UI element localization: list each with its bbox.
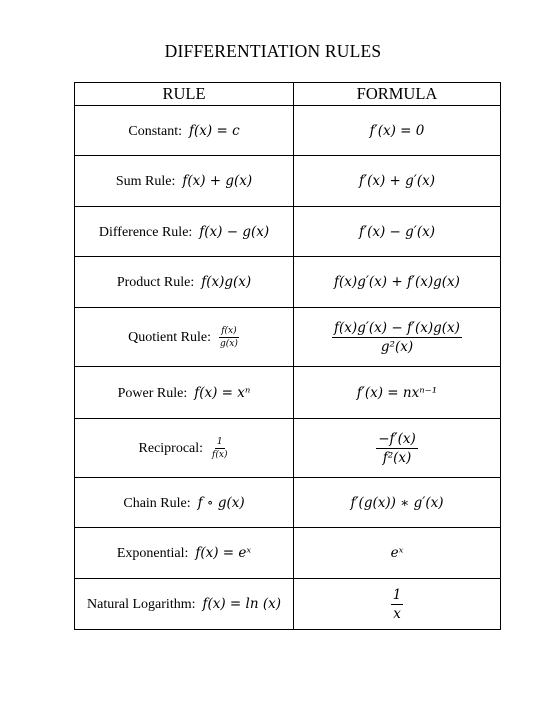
formula-cell (294, 156, 501, 207)
fraction-numerator: 1 (392, 586, 402, 603)
formula-cell (294, 528, 501, 579)
fraction-numerator: −f′(x) (378, 430, 416, 447)
fraction-numerator: f(x)g′(x) − f′(x)g(x) (334, 319, 460, 336)
formula-cell (294, 257, 501, 308)
formula-fraction (391, 587, 404, 622)
rule-expression: f(x) + g(x) (182, 173, 253, 189)
formula-cell (294, 308, 501, 367)
rule-expression: f(x) = xⁿ (194, 384, 251, 401)
table-row (75, 579, 501, 630)
rule-label: Constant: (128, 123, 183, 139)
table-row (75, 257, 501, 308)
rule-label: Quotient Rule: (128, 329, 211, 345)
rule-cell (75, 367, 294, 419)
page-title: DIFFERENTIATION RULES (164, 41, 382, 61)
table-row (75, 207, 501, 257)
rule-label: Product Rule: (116, 275, 195, 290)
table-row (75, 308, 501, 367)
rule-cell (75, 528, 294, 579)
rule-expression: f(x) = eˣ (195, 545, 252, 561)
formula-column-header: FORMULA (294, 83, 501, 106)
formula-cell (294, 207, 501, 257)
formula-cell (294, 579, 501, 630)
rule-cell (75, 478, 294, 528)
rule-label: Exponential: (116, 546, 189, 561)
rule-cell (75, 257, 294, 308)
formula: f′(x) − g′(x) (359, 223, 435, 240)
table-row (75, 156, 501, 207)
rule-expression: f(x) = c (189, 122, 240, 139)
formula-cell (294, 367, 501, 419)
rule-label: Reciprocal: (138, 440, 204, 456)
formula: f′(x) + g′(x) (359, 173, 435, 189)
fraction-denominator: x (393, 605, 401, 622)
fraction-denominator: f²(x) (382, 449, 412, 466)
rule-cell (75, 156, 294, 207)
fraction-denominator: g²(x) (380, 338, 414, 355)
table-row (75, 106, 501, 156)
rule-cell (75, 419, 294, 478)
rule-cell (75, 207, 294, 257)
formula-cell (294, 419, 501, 478)
rule-expression: f(x) − g(x) (199, 223, 270, 240)
rule-expression: f(x) = ln (x) (202, 596, 281, 612)
rules-table (74, 82, 501, 630)
rule-fraction (218, 326, 240, 349)
rule-label: Difference Rule: (98, 224, 193, 240)
formula-cell (294, 478, 501, 528)
rule-cell (75, 106, 294, 156)
rule-cell (75, 308, 294, 367)
table-row (75, 478, 501, 528)
rule-fraction (210, 437, 229, 460)
rule-label: Power Rule: (117, 385, 188, 401)
rule-label: Natural Logarithm: (87, 597, 196, 612)
table-row (75, 367, 501, 419)
fraction-numerator: f(x) (221, 325, 237, 336)
formula: f′(g(x)) ∗ g′(x) (350, 494, 444, 511)
rule-expression: f ∘ g(x) (197, 494, 245, 511)
formula: eˣ (390, 545, 404, 561)
rule-label: Chain Rule: (123, 495, 191, 511)
rule-column-header: RULE (75, 83, 294, 106)
rule-cell (75, 579, 294, 630)
table-row (75, 419, 501, 478)
formula-cell (294, 106, 501, 156)
rule-label: Sum Rule: (115, 174, 176, 189)
formula: f′(x) = 0 (369, 122, 425, 139)
rule-expression: f(x)g(x) (201, 274, 252, 290)
fraction-denominator: g(x) (219, 338, 238, 349)
fraction-denominator: f(x) (212, 449, 228, 460)
table-header-row (75, 83, 501, 106)
fraction-numerator: 1 (216, 436, 223, 447)
formula-fraction (332, 320, 462, 355)
formula-fraction (376, 431, 418, 466)
table-row (75, 528, 501, 579)
formula: f′(x) = nxⁿ⁻¹ (356, 384, 438, 401)
formula: f(x)g′(x) + f′(x)g(x) (334, 274, 460, 290)
